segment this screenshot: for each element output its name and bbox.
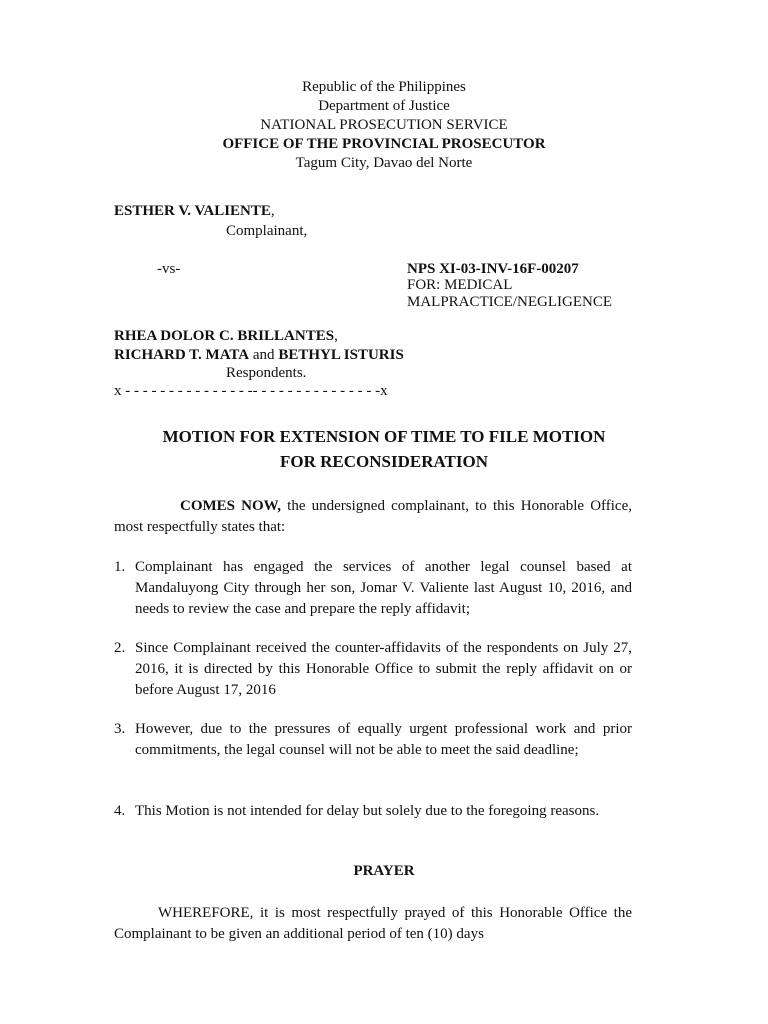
caption-separator: x - - - - - - - - - - - - - - -- - - - - - - - - - - - - - -x (114, 383, 388, 399)
respondent-and: and (249, 347, 279, 363)
respondents-role: Respondents. (226, 365, 307, 381)
versus-label: -vs- (157, 261, 181, 277)
header-service: NATIONAL PROSECUTION SERVICE (260, 117, 508, 133)
header-office: OFFICE OF THE PROVINCIAL PROSECUTOR (222, 136, 546, 152)
intro-text: the undersigned complainant, to this Honorable Office, most respectfully states that: (114, 498, 632, 535)
item-number: 4. (114, 803, 126, 819)
item-number: 2. (114, 640, 126, 656)
complainant-role: Complainant, (226, 223, 308, 239)
list-item (114, 719, 632, 761)
item-text: Since Complainant received the counter-affidavits of the respondents on July 27, 2016, it is directed by this Honorable Office to submit the reply affidavit on or before August 17, 2016 (135, 640, 632, 698)
list-item (114, 557, 632, 620)
prayer-paragraph (114, 903, 632, 945)
respondent-line-2 (114, 346, 404, 365)
header-location: Tagum City, Davao del Norte (295, 155, 473, 171)
header-republic: Republic of the Philippines (302, 79, 466, 95)
complainant-line (114, 202, 275, 221)
title-line-1: MOTION FOR EXTENSION OF TIME TO FILE MOTION (162, 427, 606, 446)
respondent-3: BETHYL ISTURIS (278, 347, 404, 363)
case-for-line2: MALPRACTICE/NEGLIGENCE (407, 294, 612, 310)
item-text: This Motion is not intended for delay but solely due to the foregoing reasons. (135, 803, 600, 819)
item-number: 3. (114, 721, 126, 737)
item-text: However, due to the pressures of equally urgent professional work and prior commitments, the legal counsel will not be able to meet the said deadline; (135, 721, 632, 758)
list-item (114, 801, 632, 822)
header-department: Department of Justice (318, 98, 450, 114)
case-number: NPS XI-03-INV-16F-00207 (407, 261, 579, 277)
respondent-1-comma: , (334, 328, 338, 344)
case-for-line1: FOR: MEDICAL (407, 277, 513, 293)
complainant-comma: , (270, 203, 275, 219)
title-line-2: FOR RECONSIDERATION (280, 452, 488, 471)
respondent-2: RICHARD T. MATA (114, 347, 250, 363)
complainant-name: ESTHER V. VALIENTE (114, 203, 271, 219)
item-text: Complainant has engaged the services of another legal counsel based at Mandaluyong City through her son, Jomar V. Valiente last August 10, 2016, and needs to review the case and prepare the reply affidavit; (135, 559, 632, 617)
document-header (0, 78, 768, 173)
prayer-heading: PRAYER (353, 863, 415, 879)
prayer-text: WHEREFORE, it is most respectfully prayed of this Honorable Office the Complainant to be given an additional period of ten (10) days (114, 905, 632, 942)
item-number: 1. (114, 559, 126, 575)
intro-lead: COMES NOW, (180, 498, 282, 514)
respondent-line-1 (114, 327, 338, 346)
document-title (0, 424, 768, 474)
list-item (114, 638, 632, 701)
respondent-1: RHEA DOLOR C. BRILLANTES (114, 328, 335, 344)
intro-paragraph (114, 496, 632, 538)
